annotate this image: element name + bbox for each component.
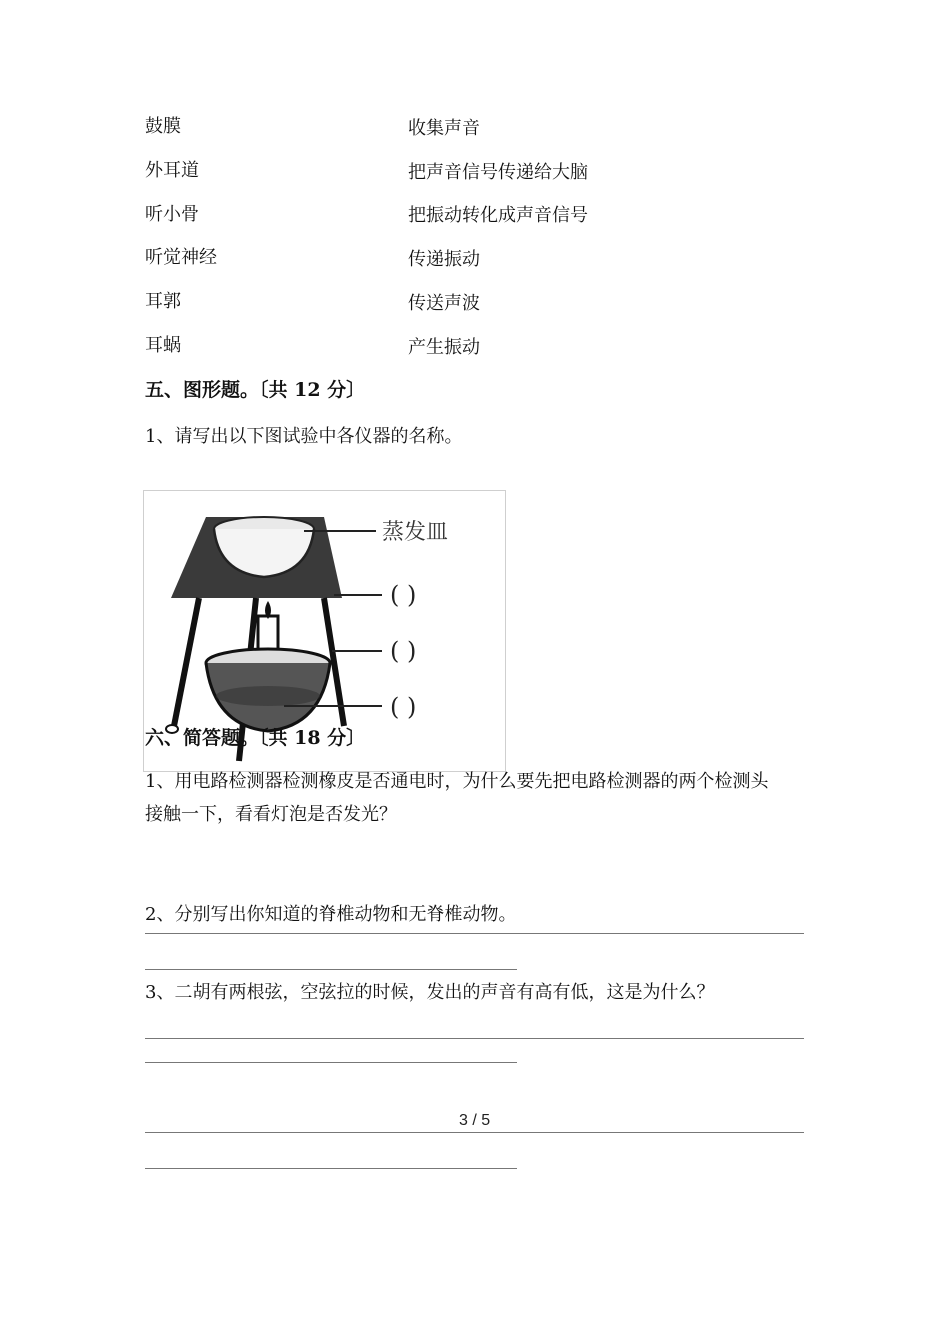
match-left-4: 听觉神经: [145, 247, 217, 268]
page-number: 3 / 5: [459, 1112, 491, 1129]
section6-title: 六、简答题。〔共 18 分〕: [145, 727, 366, 749]
match-right-6: 产生振动: [408, 337, 480, 358]
figure-label-dish: 蒸发皿: [382, 520, 449, 545]
figure-blank-3: ( ): [390, 693, 417, 721]
match-left-2: 外耳道: [145, 160, 199, 181]
match-left-6: 耳蜗: [145, 335, 181, 356]
answer-line: [145, 933, 804, 934]
section6-question-1-line2: 接触一下，看看灯泡是否发光？: [145, 804, 397, 825]
answer-line: [145, 1168, 517, 1169]
match-left-1: 鼓膜: [145, 116, 181, 137]
figure-blank-2: ( ): [390, 637, 417, 665]
match-right-3: 把振动转化成声音信号: [408, 205, 588, 226]
section6-question-1-line1: 1、用电路检测器检测橡皮是否通电时，为什么要先把电路检测器的两个检测头: [145, 771, 769, 792]
section6-question-2: 2、分别写出你知道的脊椎动物和无脊椎动物。: [145, 904, 517, 925]
section5-title: 五、图形题。〔共 12 分〕: [145, 379, 366, 401]
answer-line: [145, 969, 517, 970]
match-right-4: 传递振动: [408, 249, 480, 270]
match-right-5: 传送声波: [408, 293, 480, 314]
answer-line: [145, 1038, 804, 1039]
match-right-2: 把声音信号传递给大脑: [408, 162, 588, 183]
match-left-3: 听小骨: [145, 204, 199, 225]
match-right-1: 收集声音: [408, 118, 480, 139]
answer-line: [145, 1132, 804, 1133]
answer-line: [145, 1062, 517, 1063]
figure-blank-1: ( ): [390, 581, 417, 609]
section6-question-3: 3、二胡有两根弦，空弦拉的时候，发出的声音有高有低，这是为什么？: [145, 982, 715, 1003]
match-left-5: 耳郭: [145, 291, 181, 312]
section5-question-1: 1、请写出以下图试验中各仪器的名称。: [145, 426, 463, 447]
